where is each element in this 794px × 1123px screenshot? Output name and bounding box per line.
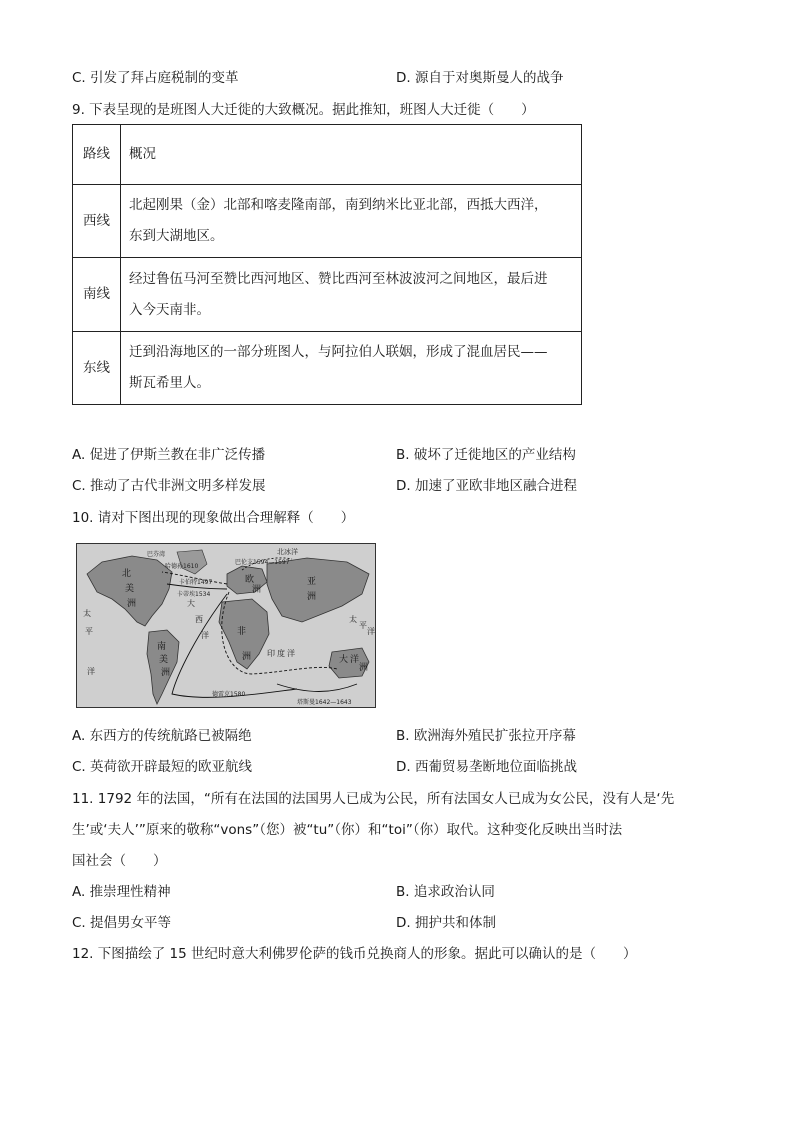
map-label: 非: [237, 627, 247, 637]
q10-stem: 10. 请对下图出现的现象做出合理解释（ ）: [72, 510, 355, 526]
map-label: 洲: [359, 663, 369, 673]
map-label: 北: [122, 569, 132, 579]
q9-option-c: C. 推动了古代非洲文明多样发展: [72, 478, 266, 494]
q9-stem: 9. 下表呈现的是班图人大迁徙的大致概况。据此推知，班图人大迁徙（ ）: [72, 102, 535, 118]
q10-option-c: C. 英荷欲开辟最短的欧亚航线: [72, 759, 253, 775]
table-row: [73, 332, 582, 405]
table-header-summary: 概况: [121, 125, 582, 185]
q11-option-a: A. 推崇理性精神: [72, 884, 171, 900]
table-cell-summary: [121, 185, 582, 258]
table-cell-summary: [121, 332, 582, 405]
q11-option-d: D. 拥护共和体制: [396, 915, 496, 931]
map-label: 洲: [127, 599, 137, 609]
summary-line: 斯瓦希里人。: [129, 375, 210, 391]
map-label: 美: [159, 655, 169, 665]
q11-line-2: 生’或‘夫人’”原来的敬称“vons”（您）被“tu”（你）和“toi”（你）取代。这种变化反映出当时法: [72, 822, 623, 838]
map-label: 北冰洋: [277, 548, 298, 556]
q11-line-3: 国社会（ ）: [72, 853, 167, 869]
map-label: 度: [277, 649, 285, 658]
map-label: 欧: [245, 575, 255, 585]
map-label: 太: [83, 609, 91, 618]
table-cell-route: 南线: [73, 258, 121, 332]
q11-line-1: 11. 1792 年的法国，“所有在法国的法国男人已成为公民，所有法国女人已成为女公民，没有人是‘先: [72, 791, 675, 807]
exploration-route-map: [76, 543, 376, 708]
map-label: 平: [359, 621, 367, 630]
map-label: 洋: [201, 631, 209, 640]
map-label: 西: [195, 615, 203, 624]
table-header-route: 路线: [73, 125, 121, 185]
map-label: 洋: [350, 655, 360, 665]
table-cell-summary: [121, 258, 582, 332]
map-label: 洲: [242, 652, 252, 662]
map-label: 卡伯特1497: [179, 579, 213, 586]
q10-option-a: A. 东西方的传统航路已被隔绝: [72, 728, 252, 744]
table-row: [73, 258, 582, 332]
map-label: 太: [349, 615, 357, 624]
q9-option-d: D. 加速了亚欧非地区融合进程: [396, 478, 577, 494]
map-label: 平: [85, 627, 93, 636]
map-label: 洋: [287, 649, 295, 658]
map-label: 洋: [367, 627, 375, 636]
map-label: 大: [187, 599, 195, 608]
table-cell-route: 西线: [73, 185, 121, 258]
q10-option-b: B. 欧洲海外殖民扩张拉开序幕: [396, 728, 576, 744]
world-map-svg: [77, 544, 376, 708]
map-label: 洲: [161, 668, 171, 678]
map-label: 哈德孙1610: [165, 563, 199, 570]
map-label: 大: [339, 655, 349, 665]
map-label: 印: [267, 649, 275, 658]
summary-line: 入今天南非。: [129, 301, 210, 318]
map-label: 亚: [307, 577, 317, 587]
map-label: 德雷克1580: [212, 691, 246, 698]
q9-option-b: B. 破坏了迁徙地区的产业结构: [396, 447, 576, 463]
summary-line: 经过鲁伍马河至赞比西河地区、赞比西河至林波波河之间地区，最后进: [129, 270, 548, 287]
map-label: 巴芬湾: [147, 551, 166, 558]
summary-line: 东到大湖地区。: [129, 228, 224, 244]
map-label: 洲: [252, 585, 262, 595]
table-header-row: [73, 125, 582, 185]
summary-line: 北起刚果（金）北部和喀麦隆南部，南到纳米比亚北部，西抵大西洋，: [129, 197, 548, 213]
table-cell-route: 东线: [73, 332, 121, 405]
map-label: 洋: [87, 667, 95, 676]
map-label: 洲: [307, 592, 317, 602]
q11-option-c: C. 提倡男女平等: [72, 915, 172, 931]
map-label: 巴伦支1594—1597: [235, 559, 290, 566]
q11-option-b: B. 追求政治认同: [396, 884, 495, 900]
summary-line: 迁到沿海地区的一部分班图人，与阿拉伯人联姻，形成了混血居民——: [129, 344, 548, 360]
map-label: 美: [125, 584, 135, 594]
map-label: 塔斯曼1642—1643: [297, 699, 352, 706]
map-label: 卡蒂埃1534: [177, 591, 211, 598]
q10-option-d: D. 西葡贸易垄断地位面临挑战: [396, 759, 577, 775]
q8-option-c: C. 引发了拜占庭税制的变革: [72, 70, 239, 86]
q12-stem: 12. 下图描绘了 15 世纪时意大利佛罗伦萨的钱币兑换商人的形象。据此可以确认的是（ ）: [72, 946, 637, 962]
q9-option-a: A. 促进了伊斯兰教在非广泛传播: [72, 447, 266, 463]
table-row: [73, 185, 582, 258]
q9-table: [72, 124, 582, 405]
q8-option-d: D. 源自于对奥斯曼人的战争: [396, 70, 564, 86]
map-label: 南: [157, 642, 167, 652]
